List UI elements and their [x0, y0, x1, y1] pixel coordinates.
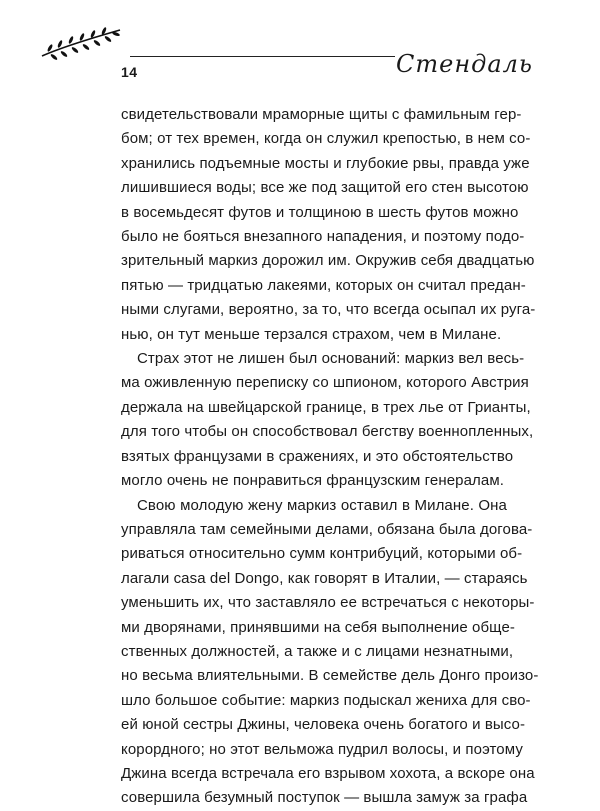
text-line: лишившиеся воды; все же под защитой его стен высотою [121, 179, 529, 197]
page-number: 14 [121, 64, 138, 80]
text-line: ей юной сестры Джины, человека очень богатого и высо- [121, 716, 526, 734]
text-line: лагали casa del Dongo, как говорят в Италии, — стараясь [121, 569, 528, 587]
text-line: риваться относительно сумм контрибуций, которыми об- [121, 545, 523, 563]
body-text [121, 103, 539, 811]
text-line: нью, он тут меньше терзался страхом, чем в Милане. [121, 325, 502, 343]
text-line: пятью — тридцатью лакеями, которых он считал предан- [121, 276, 526, 294]
text-line: Страх этот не лишен был оснований: маркиз вел весь- [137, 350, 525, 368]
text-line: было не бояться внезапного нападения, и поэтому подо- [121, 228, 525, 246]
text-line: совершила безумный поступок — вышла замуж за графа [121, 789, 528, 807]
text-line: бом; от тех времен, когда он служил крепостью, в нем со- [121, 130, 531, 148]
text-line: ственных должностей, а также и с лицами незнатными, [121, 642, 514, 660]
header-rule [130, 56, 395, 57]
text-line: зрительный маркиз дорожил им. Окружив себя двадцатью [121, 252, 535, 270]
text-line: в восемьдесят футов и толщиною в шесть футов можно [121, 203, 519, 221]
text-line: свидетельствовали мраморные щиты с фамильным гер- [121, 106, 522, 123]
text-line: корордного; но этот вельможа пудрил волосы, и поэтому [121, 740, 523, 758]
text-line: шло большое событие: маркиз подыскал жениха для сво- [121, 691, 531, 709]
text-line: но весьма влиятельными. В семействе дель Донго произо- [121, 667, 539, 685]
text-line: ми дворянами, принявшими на себя выполнение обще- [121, 618, 515, 636]
text-line: ными слугами, вероятно, за то, что всегда осыпал их руга- [121, 301, 536, 319]
text-line: держала на швейцарской границе, в трех лье от Грианты, [121, 398, 531, 416]
text-line: Джина всегда встречала его взрывом хохота, а вскоре она [121, 764, 535, 782]
text-line: уменьшить их, что заставляло ее встречаться с некоторы- [121, 594, 535, 612]
text-line: управляла там семейными делами, обязана была догова- [121, 520, 533, 538]
text-line: взятых французами в сражениях, и это обстоятельство [121, 447, 514, 465]
text-line: хранились подъемные мосты и глубокие рвы, правда уже [121, 154, 530, 172]
text-line: Свою молодую жену маркиз оставил в Милане. Она [137, 496, 507, 514]
running-head-author: Стендаль [396, 50, 533, 78]
sprig-ornament-icon [40, 26, 122, 60]
text-line: ма оживленную переписку со шпионом, которого Австрия [121, 374, 529, 392]
text-line: для того чтобы он способствовал бегству военнопленных, [121, 423, 534, 441]
text-line: могло очень не понравиться французским генералам. [121, 472, 505, 490]
